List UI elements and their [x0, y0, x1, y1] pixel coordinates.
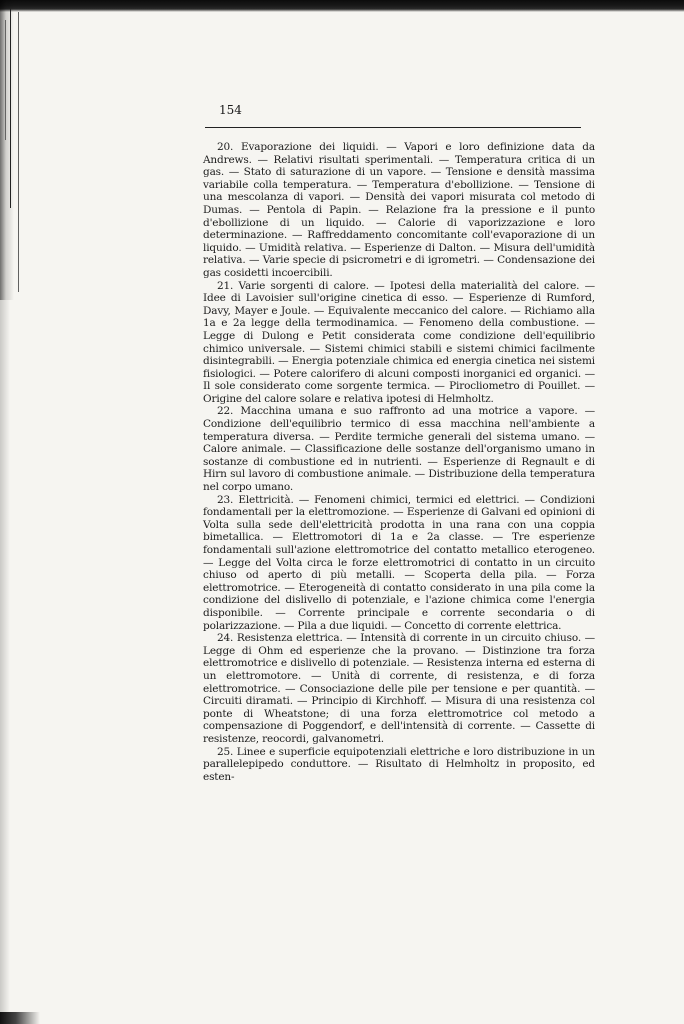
paragraph-23: 23. Elettricità. — Fenomeni chimici, termici ed elettrici. — Condizioni fondamentali per la elettromozione. — Esperienze di Galvani ed opinioni di Volta sulla sede dell'elettricità prodotta in una rana con una coppia bimetallica. — Elettromotori di 1a e 2a classe. — Tre esperienze fondamentali sull'azione elettromotrice del contatto metallico eterogeneo. — Legge del Volta circa le forze elettromotrici di contatto in un circuito chiuso od aperto di più metalli. — Scoperta della pila. — Forza elettromotrice. — Eterogeneità di contatto considerato in una pila come la condizione del dislivello di potenziale, e l'azione chimica come l'energia disponibile. — Corrente principale e corrente secondaria o di polarizzazione. — Pila a due liquidi. — Concetto di corrente elettrica.	[203, 493, 595, 632]
binding-shadow-lower	[0, 300, 10, 1024]
top-scan-edge	[0, 0, 684, 12]
header-rule	[205, 127, 581, 128]
paragraph-25: 25. Linee e superficie equipotenziali elettriche e loro distribuzione in un parallelepipedo conduttore. — Risultato di Helmholtz in proposito, ed esten-	[203, 745, 595, 783]
binding-thread	[5, 20, 6, 140]
body-text	[203, 141, 595, 783]
binding-thread	[18, 12, 19, 292]
paragraph-24: 24. Resistenza elettrica. — Intensità di corrente in un circuito chiuso. — Legge di Ohm ed esperienze che la provano. — Distinzione tra forza elettromotrice e dislivello di potenziale. — Resistenza interna ed esterna di un elettromotore. — Unità di corrente, di resistenza, e di forza elettromotrice. — Consociazione delle pile per tensione e per quantità. — Circuiti diramati. — Principio di Kirchhoff. — Misura di una resistenza col ponte di Wheatstone; di una forza elettromotrice col metodo a compensazione di Poggendorf, e dell'intensità di corrente. — Cassette di resistenze, reocordi, galvanometri.	[203, 632, 595, 745]
bottom-scan-edge	[0, 1012, 40, 1024]
paragraph-20: 20. Evaporazione dei liquidi. — Vapori e loro definizione data da Andrews. — Relativi risultati sperimentali. — Temperatura critica di un gas. — Stato di saturazione di un vapore. — Tensione e densità massima variabile colla temperatura. — Temperatura d'ebollizione. — Tensione di una mescolanza di vapori. — Densità dei vapori misurata col metodo di Dumas. — Pentola di Papin. — Relazione fra la pressione e il punto d'ebollizione di un liquido. — Calorie di vaporizzazione e loro determinazione. — Raffreddamento concomitante coll'evaporazione di un liquido. — Umidità relativa. — Esperienze di Dalton. — Misura dell'umidità relativa. — Varie specie di psicrometri e di igrometri. — Condensazione dei gas cosidetti incoercibili.	[203, 141, 595, 279]
binding-thread	[10, 8, 11, 208]
paragraph-21: 21. Varie sorgenti di calore. — Ipotesi della materialità del calore. — Idee di Lavoisier sull'origine cinetica di esso. — Esperienze di Rumford, Davy, Mayer e Joule. — Equivalente meccanico del calore. — Richiamo alla 1a e 2a legge della termodinamica. — Fenomeno della combustione. — Legge di Dulong e Petit considerata come condizione dell'equilibrio chimico universale. — Sistemi chimici stabili e sistemi chimici facilmente disintegrabili. — Energia potenziale chimica ed energia cinetica nei sistemi fisiologici. — Potere calorifero di alcuni composti inorganici ed organici. — Il sole considerato come sorgente termica. — Pirocliometro di Pouillet. — Origine del calore solare e relativa ipotesi di Helmholtz.	[203, 279, 595, 405]
paragraph-22: 22. Macchina umana e suo raffronto ad una motrice a vapore. — Condizione dell'equilibrio termico di essa macchina nell'ambiente a temperatura diversa. — Perdite termiche generali del sistema umano. — Calore animale. — Classificazione delle sostanze dell'organismo umano in sostanze di combustione ed in nutrienti. — Esperienze di Regnault e di Hirn sul lavoro di combustione animale. — Distribuzione della temperatura nel corpo umano.	[203, 405, 595, 494]
page-number: 154	[219, 103, 242, 117]
